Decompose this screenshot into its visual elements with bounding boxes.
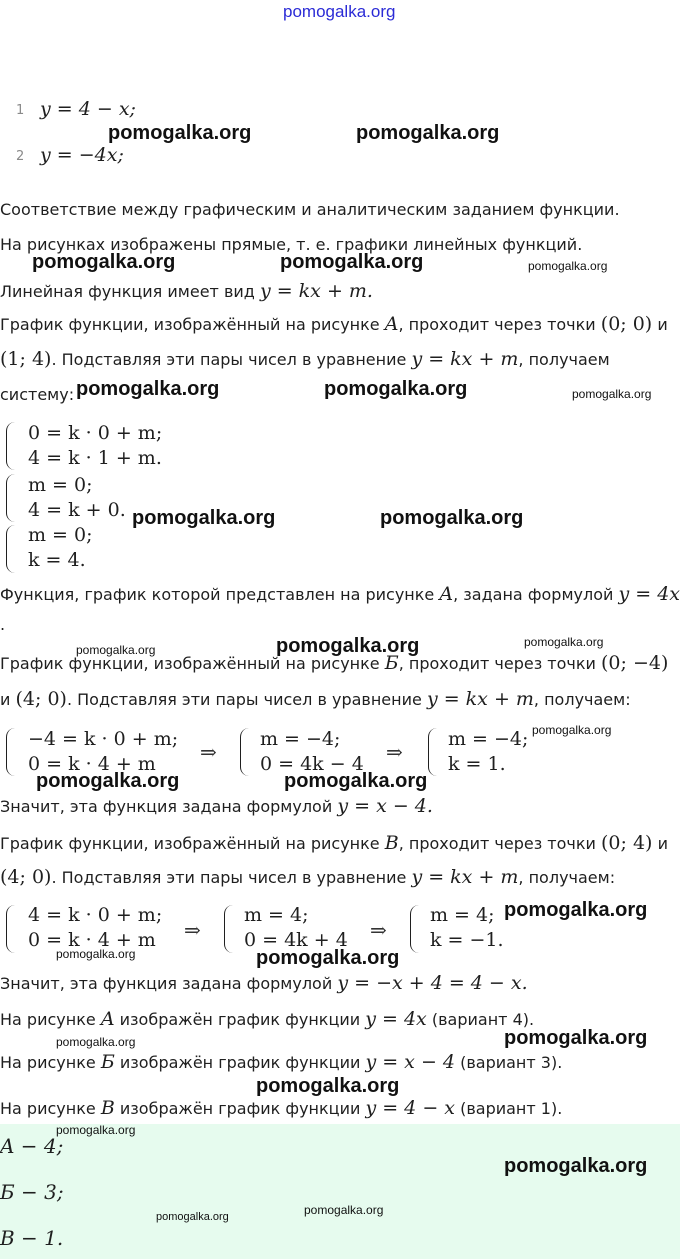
equation: k = 1.: [448, 753, 506, 775]
watermark: pomogalka.org: [256, 947, 400, 969]
text: и: [657, 834, 668, 853]
point: (4; 0): [15, 688, 67, 710]
text: На рисунке: [0, 1099, 96, 1118]
answer-item: A − 4;: [0, 1134, 64, 1158]
watermark: pomogalka.org: [532, 723, 612, 737]
figure-letter: A: [384, 313, 399, 335]
brace: [6, 474, 15, 522]
watermark: pomogalka.org: [56, 1123, 136, 1137]
formula: y = −x + 4 = 4 − x.: [337, 972, 528, 994]
answer-box: [0, 1124, 680, 1259]
equation: 0 = k · 4 + m: [28, 753, 156, 775]
watermark: pomogalka.org: [380, 507, 524, 529]
watermark: pomogalka.org: [524, 635, 604, 649]
formula: y = kx + m: [411, 348, 519, 370]
text: , получаем: [518, 350, 610, 369]
paragraph: [0, 688, 631, 710]
paragraph: [0, 866, 615, 888]
formula: y = x − 4: [365, 1051, 455, 1073]
implies-arrow: ⇒: [184, 918, 201, 942]
equation: 0 = k · 0 + m;: [28, 422, 163, 444]
text: Функция, график которой представлен на рисунке: [0, 585, 435, 604]
paragraph: [0, 313, 668, 335]
watermark: pomogalka.org: [280, 251, 424, 273]
paragraph: [0, 832, 668, 854]
text: На рисунке: [0, 1053, 96, 1072]
watermark: pomogalka.org: [108, 122, 252, 144]
text: изображён график функции: [119, 1053, 361, 1072]
equation: m = 0;: [28, 474, 93, 496]
brace: [6, 422, 15, 470]
equation: m = 0;: [28, 524, 93, 546]
watermark: pomogalka.org: [276, 635, 420, 657]
watermark: pomogalka.org: [156, 1211, 229, 1223]
point: (0; −4): [601, 652, 669, 674]
text: . Подставляя эти пары чисел в уравнение: [51, 868, 407, 887]
text: изображён график функции: [119, 1099, 361, 1118]
site-link[interactable]: pomogalka.org: [283, 2, 396, 21]
answer-item: Б − 3;: [0, 1180, 64, 1204]
text: , проходит через точки: [398, 834, 596, 853]
conclusion: [0, 1051, 562, 1073]
paragraph: [0, 280, 373, 302]
figure-letter: Б: [100, 1051, 115, 1073]
formula: y = kx + m.: [259, 280, 373, 302]
watermark: pomogalka.org: [256, 1075, 400, 1097]
watermark: pomogalka.org: [356, 122, 500, 144]
text: , проходит через точки: [398, 315, 596, 334]
watermark: pomogalka.org: [76, 643, 156, 657]
text: . Подставляя эти пары чисел в уравнение: [66, 690, 422, 709]
answer-item: B − 1.: [0, 1226, 64, 1250]
equation: 0 = 4k − 4: [260, 753, 364, 775]
point: (4; 0): [0, 866, 52, 888]
formula: y = 4x: [618, 583, 680, 605]
equation: −4 = k · 0 + m;: [28, 728, 179, 750]
watermark: pomogalka.org: [56, 1035, 136, 1049]
text: систему:: [0, 385, 75, 404]
figure-letter: B: [100, 1097, 115, 1119]
text: (вариант 4).: [431, 1010, 535, 1029]
brace: [240, 728, 249, 776]
watermark: pomogalka.org: [572, 387, 652, 401]
text: Значит, эта функция задана формулой: [0, 797, 333, 816]
brace: [6, 525, 15, 573]
equation: m = 4;: [430, 904, 495, 926]
equation: 0 = 4k + 4: [244, 929, 348, 951]
watermark: pomogalka.org: [504, 899, 648, 921]
equation: k = −1.: [430, 929, 504, 951]
watermark: pomogalka.org: [36, 770, 180, 792]
point: (1; 4): [0, 348, 52, 370]
implies-arrow: ⇒: [200, 740, 217, 764]
solution-title: Соответствие между графическим и аналитическим заданием функции.: [0, 200, 620, 219]
brace: [6, 905, 15, 953]
text: (вариант 3).: [460, 1053, 563, 1072]
text: , получаем:: [533, 690, 631, 709]
text: , проходит через точки: [398, 654, 596, 673]
option-formula: y = 4 − x;: [40, 98, 136, 120]
text: Линейная функция имеет вид: [0, 282, 255, 301]
figure-letter: A: [439, 583, 454, 605]
watermark: pomogalka.org: [132, 507, 276, 529]
text: На рисунке: [0, 1010, 96, 1029]
watermark: pomogalka.org: [304, 1203, 384, 1217]
text: и: [657, 315, 668, 334]
figure-letter: B: [384, 832, 399, 854]
equation: m = −4;: [448, 728, 529, 750]
watermark: pomogalka.org: [504, 1027, 648, 1049]
text: Значит, эта функция задана формулой: [0, 974, 333, 993]
equation: k = 4.: [28, 549, 86, 571]
watermark: pomogalka.org: [56, 947, 136, 961]
conclusion: [0, 1097, 562, 1119]
paragraph: На рисунках изображены прямые, т. е. графики линейных функций.: [0, 235, 583, 254]
text: изображён график функции: [119, 1010, 361, 1029]
text: .: [0, 615, 6, 634]
formula: y = kx + m: [426, 688, 534, 710]
option-number: 1: [16, 103, 25, 118]
equation: m = 4;: [244, 904, 309, 926]
formula: y = 4x: [365, 1008, 427, 1030]
figure-letter: Б: [384, 652, 399, 674]
brace: [410, 905, 419, 953]
watermark: pomogalka.org: [32, 251, 176, 273]
paragraph: [0, 583, 680, 605]
option-formula: y = −4x;: [40, 144, 124, 166]
implies-arrow: ⇒: [386, 740, 403, 764]
text: (вариант 1).: [460, 1099, 563, 1118]
text: . Подставляя эти пары чисел в уравнение: [51, 350, 407, 369]
watermark: pomogalka.org: [76, 378, 220, 400]
equation: 4 = k + 0.: [28, 499, 126, 521]
figure-letter: A: [100, 1008, 115, 1030]
text: и: [0, 690, 11, 709]
watermark: pomogalka.org: [528, 259, 608, 273]
equation: 4 = k · 0 + m;: [28, 904, 163, 926]
watermark: pomogalka.org: [504, 1155, 648, 1177]
text: График функции, изображённый на рисунке: [0, 654, 380, 673]
brace: [428, 728, 437, 776]
watermark: pomogalka.org: [284, 770, 428, 792]
text: , задана формулой: [453, 585, 614, 604]
point: (0; 4): [601, 832, 653, 854]
option-number: 2: [16, 149, 25, 164]
paragraph: [0, 348, 610, 370]
formula: y = kx + m: [411, 866, 519, 888]
implies-arrow: ⇒: [370, 918, 387, 942]
equation: 4 = k · 1 + m.: [28, 447, 162, 469]
text: , получаем:: [518, 868, 616, 887]
equation: m = −4;: [260, 728, 341, 750]
formula: y = x − 4.: [337, 795, 433, 817]
paragraph: [0, 972, 528, 994]
text: График функции, изображённый на рисунке: [0, 834, 380, 853]
point: (0; 0): [600, 313, 653, 335]
conclusion: [0, 1008, 534, 1030]
paragraph: [0, 795, 433, 817]
text: График функции, изображённый на рисунке: [0, 315, 380, 334]
equation: 0 = k · 4 + m: [28, 929, 156, 951]
watermark: pomogalka.org: [324, 378, 468, 400]
brace: [6, 728, 15, 776]
formula: y = 4 − x: [365, 1097, 455, 1119]
brace: [224, 905, 233, 953]
